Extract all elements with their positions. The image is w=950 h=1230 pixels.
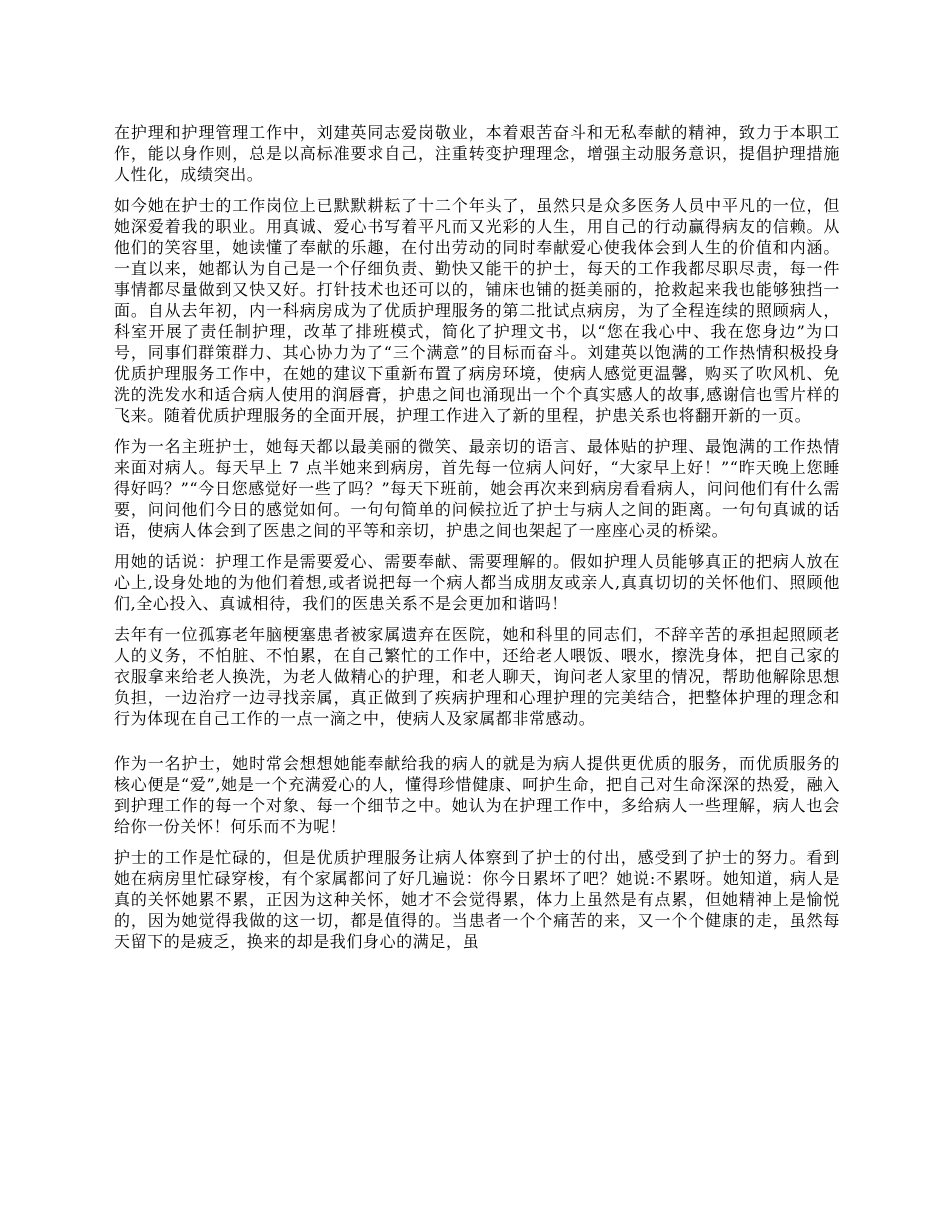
paragraph-twelve-years: 如今她在护士的工作岗位上已默默耕耘了十二个年头了，虽然只是众多医务人员中平凡的一位，但她深爱着我的职业。用真诚、爱心书写着平凡而又光彩的人生，用自己的行动赢得病友的信赖。从他们的笑容里，她读懂了奉献的乐趣，在付出劳动的同时奉献爱心使我体会到人生的价值和内涵。一直以来，她都认为自己是一个仔细负责、勤快又能干的护士，每天的工作我都尽职尽责，每一件事情都尽量做到又快又好。打针技术也还可以的，铺床也铺的挺美丽的，抢救起来我也能够独挡一面。自从去年初，内一科病房成为了优质护理服务的第二批试点病房，为了全程连续的照顾病人，科室开展了责任制护理，改革了排班模式，简化了护理文书，以“您在我心中、我在您身边”为口号，同事们群策群力、其心协力为了“三个满意”的目标而奋斗。刘建英以饱满的工作热情积极投身优质护理服务工作中，在她的建议下重新布置了病房环境，使病人感觉更温馨，购买了吹风机、免洗的洗发水和适合病人使用的润唇膏，护患之间也涌现出一个个真实感人的故事,感谢信也雪片样的飞来。随着优质护理服务的全面开展，护理工作进入了新的里程，护患关系也将翻开新的一页。 (114, 196, 840, 425)
paragraph-elderly-patient: 去年有一位孤寡老年脑梗塞患者被家属遗弃在医院，她和科里的同志们，不辞辛苦的承担起照顾老人的义务，不怕脏、不怕累，在自己繁忙的工作中，还给老人喂饭、喂水，擦洗身体，把自己家的衣服拿来给老人换洗，为老人做精心的护理，和老人聊天，询问老人家里的情况，帮助他解除思想负担，一边治疗一边寻找亲属，真正做到了疾病护理和心理护理的完美结合，把整体护理的理念和行为体现在自己工作的一点一滴之中，使病人及家属都非常感动。 (114, 625, 840, 728)
document-page (114, 122, 840, 962)
paragraph-busy-work: 护士的工作是忙碌的，但是优质护理服务让病人体察到了护士的付出，感受到了护士的努力。看到她在病房里忙碌穿梭，有个家属都问了好几遍说：你今日累坏了吧？她说:不累呀。她知道，病人是真的关怀她累不累，正因为这种关怀，她才不会觉得累，体力上虽然是有点累，但她精神上是愉悦的，因为她觉得我做的这一切，都是值得的。当患者一个个痛苦的来，又一个个健康的走，虽然每天留下的是疲乏，换来的却是我们身心的满足，虽 (114, 848, 840, 951)
paragraph-intro: 在护理和护理管理工作中，刘建英同志爱岗敬业，本着艰苦奋斗和无私奉献的精神，致力于本职工作，能以身作则，总是以高标准要求自己，注重转变护理理念，增强主动服务意识，提倡护理措施人性化，成绩突出。 (114, 123, 840, 184)
paragraph-love-service: 作为一名护士，她时常会想想她能奉献给我的病人的就是为病人提供更优质的服务，而优质服务的核心便是“爱”,她是一个充满爱心的人，懂得珍惜健康、呵护生命，把自己对生命深深的热爱，融入到护理工作的每一个对象、每一个细节之中。她认为在护理工作中，多给病人一些理解，病人也会给你一份关怀！何乐而不为呢！ (114, 754, 840, 836)
paragraph-head-nurse: 作为一名主班护士，她每天都以最美丽的微笑、最亲切的语言、最体贴的护理、最饱满的工作热情来面对病人。每天早上 7 点半她来到病房，首先每一位病人问好，“大家早上好！”“昨天晚上您睡得好吗？”“今日您感觉好一些了吗？”每天下班前，她会再次来到病房看看病人，问问他们有什么需要，问问他们今日的感觉如何。一句句简单的问候拉近了护士与病人之间的距离。一句句真诚的话语，使病人体会到了医患之间的平等和亲切，护患之间也架起了一座座心灵的桥梁。 (114, 437, 840, 540)
paragraph-her-words: 用她的话说：护理工作是需要爱心、需要奉献、需要理解的。假如护理人员能够真正的把病人放在心上,设身处地的为他们着想,或者说把每一个病人都当成朋友或亲人,真真切切的关怀他们、照顾他们,全心投入、真诚相待，我们的医患关系不是会更加和谐吗！ (114, 552, 840, 613)
